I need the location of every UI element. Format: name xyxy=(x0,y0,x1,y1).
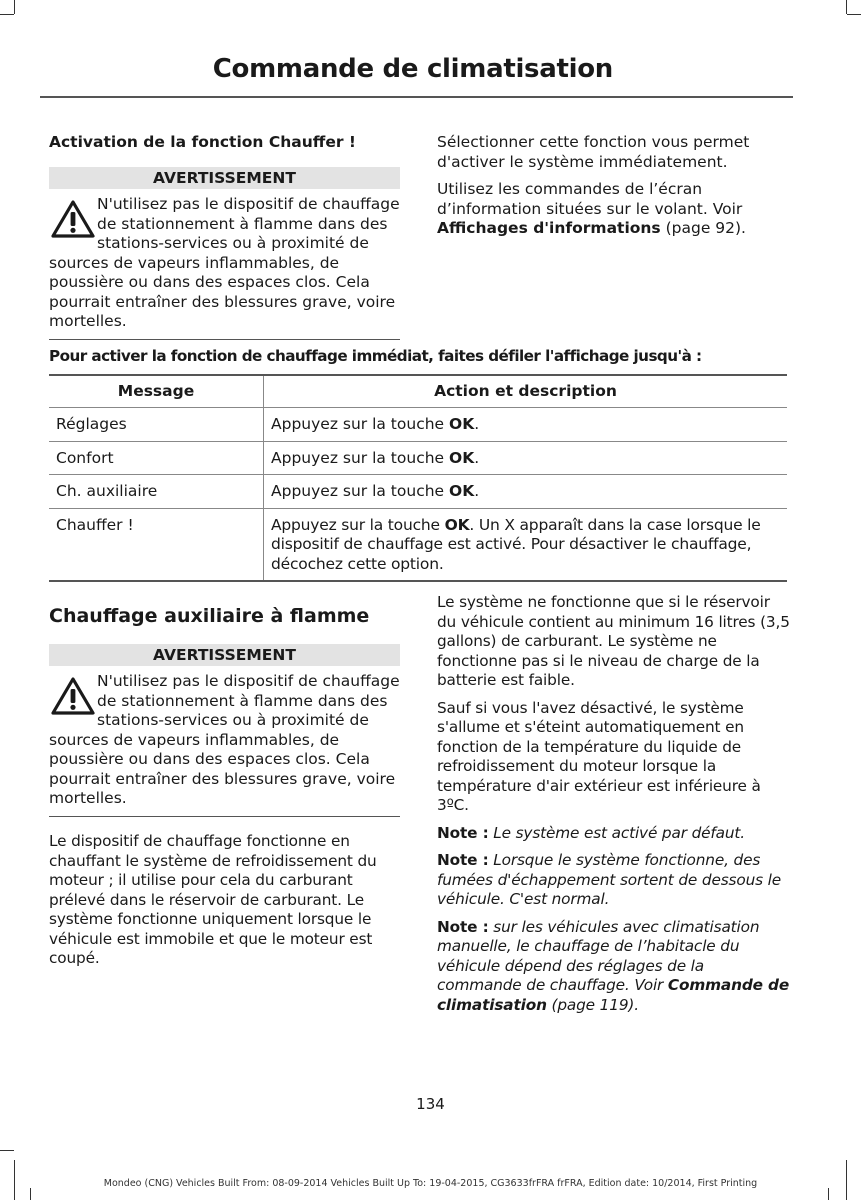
link-affichages[interactable]: Affichages d'informations xyxy=(437,219,661,237)
action-text: Appuyez sur la touche xyxy=(271,482,450,500)
table-row xyxy=(49,508,787,581)
warning-box-2 xyxy=(49,644,400,817)
note-manual-ac xyxy=(437,918,792,1016)
paragraph-automatic: Sauf si vous l'avez désactivé, le système s'allume et s'éteint automatiquement en fonction de la température du liquide de refroidissement du moteur lorsque la température d'air extérieur est inférieure à 3ºC. xyxy=(437,698,761,814)
table-cell-message: Chauffer ! xyxy=(49,508,264,581)
table-row xyxy=(49,441,787,475)
note-text: sur les véhicules avec climatisation manuelle, le chauffage de l’habitacle du véhicule dépend des réglages de la commande de chauffage. Voir xyxy=(437,917,760,994)
note-text: Lorsque le système fonctionne, des fumées d'échappement sortent de dessous le véhicule. C'est normal. xyxy=(437,851,782,908)
table-cell-action xyxy=(264,508,788,581)
table-cell-message: Réglages xyxy=(49,408,264,442)
page-ref: (page 119). xyxy=(546,995,639,1014)
paragraph-select: Sélectionner cette fonction vous permet d'activer le système immédiatement. xyxy=(437,133,750,171)
right-column-intro xyxy=(437,133,792,239)
table-cell-action xyxy=(264,475,788,509)
action-key: OK xyxy=(449,482,475,500)
table-row xyxy=(49,475,787,509)
crop-mark xyxy=(846,0,847,14)
table-header-row xyxy=(49,375,787,408)
crop-mark xyxy=(14,0,15,14)
warning-label: AVERTISSEMENT xyxy=(49,167,400,189)
warning-text-rest: ou à proximité de sources de vapeurs inflammables, de poussière ou dans des espaces clos. Cela pourrait entraîner des blessures grave, voire mortelles. xyxy=(49,234,396,330)
left-column-body xyxy=(49,832,401,969)
page-number: 134 xyxy=(416,1095,445,1113)
action-text: Appuyez sur la touche xyxy=(271,448,450,467)
action-key: OK xyxy=(449,415,475,433)
warning-text-first: N'utilisez pas le dispositif de chauffage de stationnement à flamme dans des stations-services xyxy=(97,672,400,729)
action-text: Appuyez sur la touche xyxy=(271,515,445,534)
table-cell-action xyxy=(264,441,788,475)
action-text-end: . Un X apparaît dans la case lorsque le dispositif de chauffage est activé. Pour désactiver le chauffage, décochez cette option. xyxy=(271,515,761,573)
print-footer: Mondeo (CNG) Vehicles Built From: 08-09-2014 Vehicles Built Up To: 19-04-2015, CG3633frFRA frFRA, Edition date: 10/2014, First Printing xyxy=(103,1178,758,1189)
link-commande-climatisation[interactable]: Commande de climatisation xyxy=(437,976,790,1014)
action-text-end: . xyxy=(474,448,480,467)
table-cell-message: Confort xyxy=(49,441,264,475)
paragraph-commands-text: Utilisez les commandes de l’écran d’information situées sur le volant. Voir xyxy=(437,180,743,218)
action-key: OK xyxy=(449,448,475,467)
crop-mark xyxy=(846,1160,847,1200)
column-header-message: Message xyxy=(49,375,264,408)
action-text-end: . xyxy=(474,415,480,433)
title-divider xyxy=(40,96,793,98)
note-label: Note : xyxy=(437,823,489,842)
page-title: Commande de climatisation xyxy=(212,54,613,84)
action-text-end: . xyxy=(474,482,480,500)
section-heading-activation: Activation de la fonction Chauffer ! xyxy=(49,133,356,151)
crop-mark xyxy=(0,14,14,15)
crop-mark xyxy=(828,1188,829,1200)
note-label: Note : xyxy=(437,917,489,936)
crop-mark xyxy=(0,1150,14,1151)
table-cell-message: Ch. auxiliaire xyxy=(49,475,264,509)
warning-triangle-icon xyxy=(49,674,97,718)
message-table xyxy=(49,374,787,582)
crop-mark xyxy=(14,1160,15,1200)
right-column-body xyxy=(437,593,792,1015)
warning-triangle-icon xyxy=(49,197,97,241)
note-exhaust xyxy=(437,851,792,910)
warning-body xyxy=(49,189,400,332)
note-text: Le système est activé par défaut. xyxy=(488,823,745,842)
warning-body xyxy=(49,666,400,809)
warning-box-1 xyxy=(49,167,400,340)
table-intro: Pour activer la fonction de chauffage immédiat, faites défiler l'affichage jusqu'à : xyxy=(49,347,702,365)
section-heading-auxiliary: Chauffage auxiliaire à flamme xyxy=(49,605,370,627)
table-cell-action xyxy=(264,408,788,442)
warning-divider xyxy=(49,339,400,340)
warning-text-first: N'utilisez pas le dispositif de chauffage de stationnement à flamme dans des stations-services xyxy=(97,195,400,252)
table-row xyxy=(49,408,787,442)
action-text: Appuyez sur la touche xyxy=(271,415,450,433)
paragraph-heater-operation: Le dispositif de chauffage fonctionne en chauffant le système de refroidissement du moteur ; il utilise pour cela du carburant prélevé dans le réservoir de carburant. Le système fonctionne uniquement lorsque le véhicule est immobile et que le moteur est coupé. xyxy=(49,832,377,967)
action-key: OK xyxy=(444,515,470,534)
column-header-action: Action et description xyxy=(434,381,617,400)
crop-mark xyxy=(30,1188,31,1200)
paragraph-fuel-requirement: Le système ne fonctionne que si le réservoir du véhicule contient au minimum 16 litres (3,5 gallons) de carburant. Le système ne fonctionne pas si le niveau de charge de la batterie est faible. xyxy=(437,593,790,689)
warning-text-rest: ou à proximité de sources de vapeurs inflammables, de poussière ou dans des espaces clos. Cela pourrait entraîner des blessures grave, voire mortelles. xyxy=(49,711,396,807)
paragraph-commands xyxy=(437,180,792,239)
page-ref: (page 92). xyxy=(660,219,746,237)
note-label: Note : xyxy=(437,851,489,869)
warning-divider xyxy=(49,816,400,817)
warning-label: AVERTISSEMENT xyxy=(49,644,400,666)
note-default xyxy=(437,824,792,844)
crop-mark xyxy=(847,14,861,15)
